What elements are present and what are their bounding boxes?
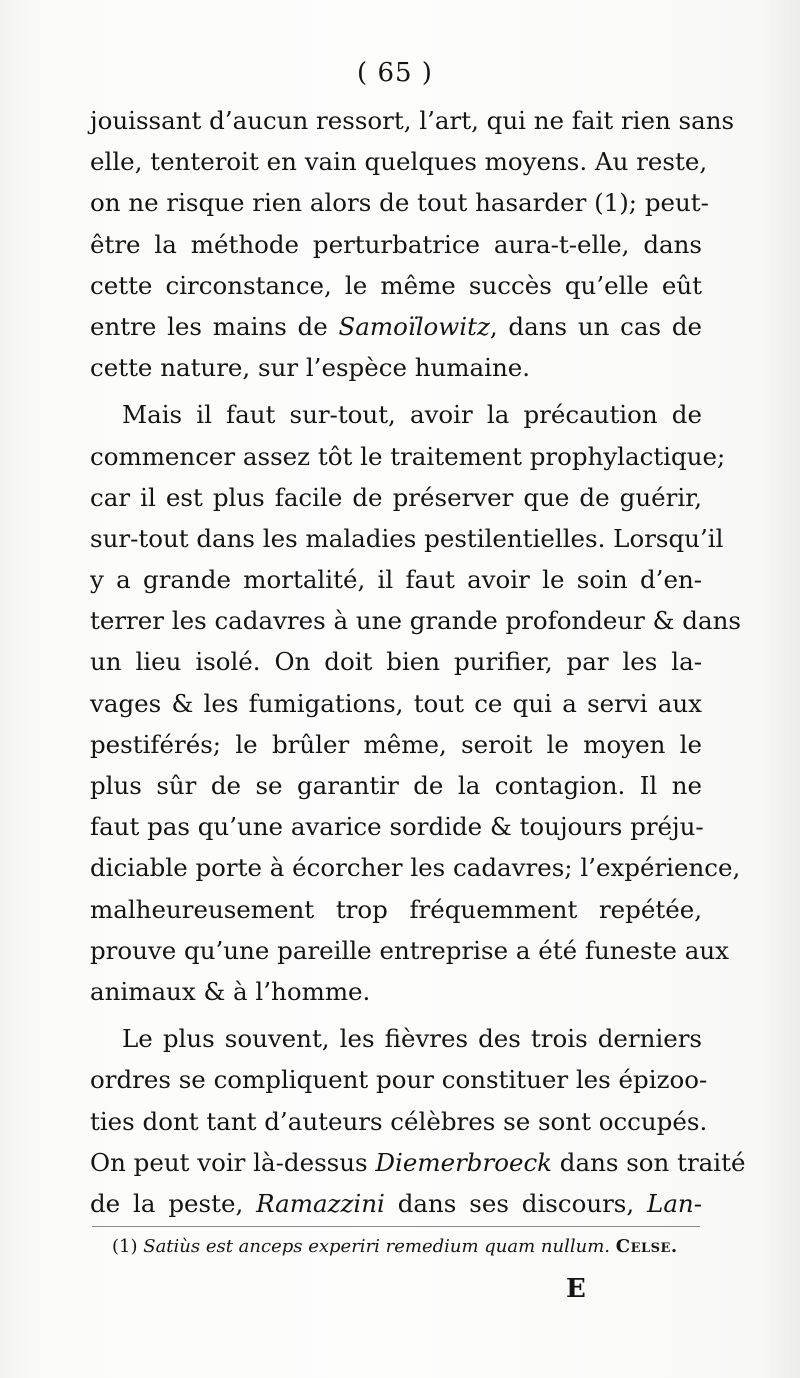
footnote-marker: (1): [112, 1236, 138, 1257]
text-line: [90, 306, 702, 347]
text-line: y a grande mortalité, il faut avoir le soin d’en-: [90, 565, 702, 595]
body-text: [90, 100, 746, 1224]
text-line: [90, 1142, 746, 1183]
italic-name: Ramazzini: [256, 1188, 385, 1218]
text-line: on ne risque rien alors de tout hasarder (1); peut-: [90, 188, 709, 218]
text-line: diciable porte à écorcher les cadavres; l’expérience,: [90, 853, 741, 883]
footnote-text: Satiùs est anceps experiri remedium quam nullum.: [143, 1236, 611, 1257]
text-segment: dans ses discours,: [384, 1188, 648, 1218]
text-line: jouissant d’aucun ressort, l’art, qui ne fait rien sans: [90, 106, 735, 135]
footnote-author: Celse.: [615, 1236, 678, 1257]
text-line: [90, 1183, 702, 1224]
text-line: Mais il faut sur-tout, avoir la précaution de: [122, 400, 702, 430]
text-line: terrer les cadavres à une grande profondeur & dans: [90, 606, 741, 636]
text-line: être la méthode perturbatrice aura-t-elle, dans: [90, 229, 702, 259]
italic-name: Samoïlowitz: [338, 311, 490, 341]
text-line: vages & les fumigations, tout ce qui a servi aux: [90, 688, 702, 718]
text-segment: de la peste,: [90, 1188, 257, 1218]
text-line: commencer assez tôt le traitement prophylactique;: [90, 441, 726, 471]
text-line: prouve qu’une pareille entreprise a été funeste aux: [90, 935, 729, 965]
text-line: elle, tenteroit en vain quelques moyens. Au reste,: [90, 147, 708, 177]
signature-mark: E: [566, 1274, 586, 1304]
text-line: malheureusement trop fréquemment repétée,: [90, 894, 702, 924]
text-line: car il est plus facile de préserver que de guérir,: [90, 482, 702, 512]
text-segment: entre les mains de: [90, 311, 339, 341]
text-line: cette circonstance, le même succès qu’elle eût: [90, 270, 702, 300]
text-line: un lieu isolé. On doit bien purifier, par les la-: [90, 647, 702, 677]
text-line: pestiférés; le brûler même, seroit le moyen le: [90, 729, 702, 759]
text-line: Le plus souvent, les fièvres des trois derniers: [122, 1024, 702, 1054]
text-segment: , dans un cas de: [489, 311, 702, 341]
italic-name: Diemerbroeck: [375, 1147, 553, 1177]
text-line: ordres se compliquent pour constituer les épizoo-: [90, 1065, 708, 1095]
text-line: animaux & à l’homme.: [90, 976, 371, 1006]
text-line: plus sûr de se garantir de la contagion. Il ne: [90, 771, 702, 800]
text-segment: dans son traité: [552, 1147, 746, 1177]
footnote: [112, 1234, 712, 1260]
page-number: ( 65 ): [357, 58, 433, 88]
footnote-rule: [92, 1226, 700, 1227]
italic-name: Lan-: [647, 1188, 702, 1218]
text-line: ties dont tant d’auteurs célèbres se sont occupés.: [90, 1106, 708, 1136]
text-line: sur-tout dans les maladies pestilentielles. Lorsqu’il: [90, 523, 724, 553]
text-line: faut pas qu’une avarice sordide & toujours préju-: [90, 812, 704, 842]
text-segment: On peut voir là-dessus: [90, 1147, 376, 1177]
text-line: cette nature, sur l’espèce humaine.: [90, 353, 531, 383]
